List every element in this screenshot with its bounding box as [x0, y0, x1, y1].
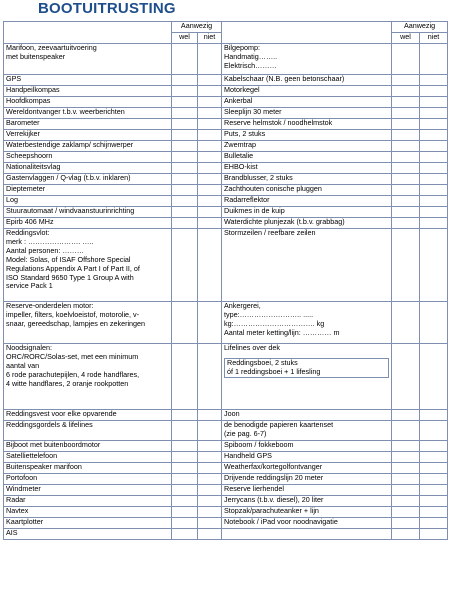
check-niet-right[interactable] — [420, 229, 448, 302]
check-wel-left[interactable] — [172, 344, 198, 410]
item-line: Zachthouten conische pluggen — [224, 184, 322, 193]
item-left — [4, 344, 172, 410]
table-row — [4, 529, 448, 540]
item-line: Gastenvlaggen / Q-vlag (t.b.v. inklaren) — [6, 173, 131, 182]
table-row — [4, 452, 448, 463]
check-niet-right[interactable] — [420, 196, 448, 207]
check-niet-left[interactable] — [198, 86, 222, 97]
item-left — [4, 86, 172, 97]
item-left — [4, 302, 172, 344]
check-niet-right[interactable] — [420, 421, 448, 441]
item-line: Stormzeilen / reefbare zeilen — [224, 228, 316, 237]
check-wel-left[interactable] — [172, 97, 198, 108]
check-wel-right[interactable] — [392, 463, 420, 474]
item-line: Regulations Appendix A Part I of Part II, of — [6, 263, 140, 273]
item-line: Log — [6, 195, 18, 204]
check-wel-left[interactable] — [172, 496, 198, 507]
check-wel-left[interactable] — [172, 207, 198, 218]
item-left — [4, 207, 172, 218]
check-niet-left[interactable] — [198, 75, 222, 86]
item-left — [4, 141, 172, 152]
table-row — [4, 75, 448, 86]
check-niet-right[interactable] — [420, 97, 448, 108]
item-line: AIS — [6, 528, 18, 537]
check-wel-left[interactable] — [172, 119, 198, 130]
check-wel-right[interactable] — [392, 97, 420, 108]
item-line: Puts, 2 stuks — [224, 129, 266, 138]
check-wel-right[interactable] — [392, 529, 420, 540]
spacer — [224, 353, 389, 357]
item-left — [4, 507, 172, 518]
check-niet-left[interactable] — [198, 44, 222, 75]
item-line: Bijboot met buitenboordmotor — [6, 440, 101, 449]
item-line: Portofoon — [6, 473, 38, 482]
table-row — [4, 410, 448, 421]
item-line: Radarreflektor — [224, 195, 270, 204]
check-wel-left[interactable] — [172, 441, 198, 452]
item-line: Motorkegel — [224, 85, 260, 94]
item-right — [222, 421, 392, 441]
table-row — [4, 44, 448, 75]
item-left — [4, 130, 172, 141]
item-right — [222, 474, 392, 485]
check-niet-right[interactable] — [420, 410, 448, 421]
item-right — [222, 496, 392, 507]
item-left — [4, 410, 172, 421]
check-niet-right[interactable] — [420, 44, 448, 75]
item-line: Duikmes in de kuip — [224, 206, 285, 215]
check-wel-right[interactable] — [392, 207, 420, 218]
item-line: Epirb 406 MHz — [6, 217, 54, 226]
check-niet-left[interactable] — [198, 207, 222, 218]
check-wel-right[interactable] — [392, 229, 420, 302]
equipment-checklist-table — [3, 21, 448, 540]
check-wel-left[interactable] — [172, 196, 198, 207]
check-wel-left[interactable] — [172, 141, 198, 152]
table-row — [4, 108, 448, 119]
item-right — [222, 108, 392, 119]
table-row — [4, 97, 448, 108]
item-right — [222, 218, 392, 229]
check-wel-right[interactable] — [392, 86, 420, 97]
item-right — [222, 174, 392, 185]
table-row — [4, 463, 448, 474]
item-line: Ankergerei, — [224, 301, 261, 310]
table-row — [4, 518, 448, 529]
checklist-body — [4, 22, 448, 540]
check-wel-left[interactable] — [172, 152, 198, 163]
item-right — [222, 410, 392, 421]
item-line: Reddingsboei, 2 stuks — [227, 357, 298, 367]
check-niet-left[interactable] — [198, 141, 222, 152]
check-wel-right[interactable] — [392, 196, 420, 207]
check-niet-right[interactable] — [420, 344, 448, 410]
header-yes-left: wel — [172, 33, 198, 44]
check-niet-right[interactable] — [420, 452, 448, 463]
item-line: Noodsignalen: — [6, 343, 52, 352]
item-line: Joon — [224, 409, 240, 418]
check-wel-right[interactable] — [392, 518, 420, 529]
check-wel-right[interactable] — [392, 141, 420, 152]
check-niet-right[interactable] — [420, 207, 448, 218]
item-line: Kaartplotter — [6, 517, 44, 526]
item-line: Windmeter — [6, 484, 41, 493]
item-line: met buitenspeaker — [6, 51, 66, 61]
item-right — [222, 441, 392, 452]
item-line: de benodigde papieren kaartenset — [224, 420, 334, 429]
header-no-left: niet — [198, 33, 222, 44]
item-left — [4, 421, 172, 441]
item-line: EHBO-kist — [224, 162, 258, 171]
check-wel-right[interactable] — [392, 119, 420, 130]
check-wel-left[interactable] — [172, 452, 198, 463]
item-line: Waterbestendige zaklamp/ schijnwerper — [6, 140, 134, 149]
check-niet-right[interactable] — [420, 474, 448, 485]
item-right — [222, 452, 392, 463]
table-row — [4, 174, 448, 185]
table-row — [4, 485, 448, 496]
check-niet-left[interactable] — [198, 163, 222, 174]
item-left — [4, 97, 172, 108]
check-wel-left[interactable] — [172, 474, 198, 485]
check-niet-right[interactable] — [420, 463, 448, 474]
check-niet-left[interactable] — [198, 496, 222, 507]
item-line: Model: Solas, of ISAF Offshore Special — [6, 254, 131, 264]
check-niet-left[interactable] — [198, 452, 222, 463]
check-niet-left[interactable] — [198, 441, 222, 452]
check-wel-left[interactable] — [172, 108, 198, 119]
item-left — [4, 474, 172, 485]
table-row — [4, 421, 448, 441]
item-left — [4, 485, 172, 496]
table-row — [4, 86, 448, 97]
item-left — [4, 152, 172, 163]
check-wel-left[interactable] — [172, 507, 198, 518]
item-line: Handheld GPS — [224, 451, 272, 460]
item-left — [4, 108, 172, 119]
check-wel-right[interactable] — [392, 44, 420, 75]
check-niet-right[interactable] — [420, 130, 448, 141]
check-niet-right[interactable] — [420, 86, 448, 97]
check-niet-left[interactable] — [198, 196, 222, 207]
item-line: Scheepshoorn — [6, 151, 53, 160]
check-wel-left[interactable] — [172, 218, 198, 229]
table-row — [4, 218, 448, 229]
item-right — [222, 119, 392, 130]
item-line: Zwemtrap — [224, 140, 256, 149]
check-wel-left[interactable] — [172, 163, 198, 174]
item-right — [222, 485, 392, 496]
check-wel-right[interactable] — [392, 441, 420, 452]
item-line: Reserve lierhendel — [224, 484, 284, 493]
check-wel-left[interactable] — [172, 485, 198, 496]
item-right — [222, 229, 392, 302]
item-right — [222, 163, 392, 174]
item-right — [222, 529, 392, 540]
header-row-present — [4, 22, 448, 33]
check-wel-right[interactable] — [392, 410, 420, 421]
item-left — [4, 463, 172, 474]
item-right — [222, 507, 392, 518]
item-line: óf 1 reddingsboei + 1 lifesling — [227, 366, 321, 376]
item-right — [222, 302, 392, 344]
item-left — [4, 174, 172, 185]
item-left — [4, 75, 172, 86]
table-row — [4, 141, 448, 152]
item-line: Barometer — [6, 118, 40, 127]
item-left — [4, 229, 172, 302]
item-line: Notebook / iPad voor noodnavigatie — [224, 517, 338, 526]
item-left — [4, 185, 172, 196]
check-niet-left[interactable] — [198, 97, 222, 108]
table-row — [4, 229, 448, 302]
check-wel-left[interactable] — [172, 302, 198, 344]
item-line: Bilgepomp: — [224, 43, 260, 52]
check-niet-left[interactable] — [198, 185, 222, 196]
item-line: Reddingsvest voor elke opvarende — [6, 409, 117, 418]
check-wel-right[interactable] — [392, 163, 420, 174]
item-right — [222, 86, 392, 97]
check-wel-left[interactable] — [172, 529, 198, 540]
check-wel-right[interactable] — [392, 108, 420, 119]
check-wel-right[interactable] — [392, 302, 420, 344]
table-row — [4, 474, 448, 485]
table-row — [4, 119, 448, 130]
item-line: Elektrisch……… — [224, 60, 277, 70]
table-row — [4, 130, 448, 141]
table-row — [4, 152, 448, 163]
check-niet-right[interactable] — [420, 163, 448, 174]
item-left — [4, 529, 172, 540]
table-row — [4, 196, 448, 207]
item-left — [4, 196, 172, 207]
item-right — [222, 463, 392, 474]
check-niet-right[interactable] — [420, 152, 448, 163]
item-line: Reserve-onderdelen motor: — [6, 301, 94, 310]
check-wel-left[interactable] — [172, 463, 198, 474]
check-wel-right[interactable] — [392, 496, 420, 507]
item-line: Jerrycans (t.b.v. diesel), 20 liter — [224, 495, 324, 504]
check-wel-left[interactable] — [172, 518, 198, 529]
check-wel-right[interactable] — [392, 174, 420, 185]
item-line: (zie pag. 6-7) — [224, 428, 267, 438]
check-niet-left[interactable] — [198, 485, 222, 496]
item-line: Radar — [6, 495, 26, 504]
check-niet-right[interactable] — [420, 302, 448, 344]
check-wel-right[interactable] — [392, 152, 420, 163]
item-left — [4, 218, 172, 229]
table-row — [4, 302, 448, 344]
item-line: Kabelschaar (N.B. geen betonschaar) — [224, 74, 345, 83]
check-wel-left[interactable] — [172, 130, 198, 141]
item-right — [222, 130, 392, 141]
item-line: 6 rode parachutepijlen, 4 rode handflares, — [6, 369, 140, 379]
item-line: Navtex — [6, 506, 29, 515]
header-present-left: Aanwezig — [172, 22, 222, 33]
check-niet-right[interactable] — [420, 108, 448, 119]
check-niet-right[interactable] — [420, 218, 448, 229]
item-line: Spiboom / fokkeboom — [224, 440, 294, 449]
check-niet-right[interactable] — [420, 529, 448, 540]
item-right — [222, 152, 392, 163]
check-niet-left[interactable] — [198, 421, 222, 441]
item-line: 4 witte handflares, 2 oranje rookpotten — [6, 378, 129, 388]
header-empty-right — [222, 22, 392, 44]
item-line: Drijvende reddingslijn 20 meter — [224, 473, 324, 482]
check-wel-right[interactable] — [392, 474, 420, 485]
item-line: Reddingsgordels & lifelines — [6, 420, 93, 429]
item-line: impeller, filters, koelvloeistof, motorolie, v- — [6, 309, 140, 319]
item-line: merk : …………………. ….. — [6, 236, 94, 246]
check-niet-left[interactable] — [198, 344, 222, 410]
check-niet-left[interactable] — [198, 119, 222, 130]
page-title: BOOTUITRUSTING — [38, 0, 176, 17]
check-niet-left[interactable] — [198, 302, 222, 344]
item-line: GPS — [6, 74, 22, 83]
check-niet-right[interactable] — [420, 75, 448, 86]
check-niet-right[interactable] — [420, 507, 448, 518]
check-wel-left[interactable] — [172, 44, 198, 75]
item-line: aantal van — [6, 360, 40, 370]
table-row — [4, 496, 448, 507]
check-niet-left[interactable] — [198, 474, 222, 485]
item-right — [222, 185, 392, 196]
item-line: Lifelines over dek — [224, 343, 280, 352]
item-line: Waterdichte plunjezak (t.b.v. grabbag) — [224, 217, 345, 226]
table-row — [4, 207, 448, 218]
check-niet-left[interactable] — [198, 507, 222, 518]
item-left — [4, 496, 172, 507]
check-niet-right[interactable] — [420, 141, 448, 152]
header-no-right: niet — [420, 33, 448, 44]
item-line: Stopzak/parachuteanker + lijn — [224, 506, 319, 515]
item-line: Wereldontvanger t.b.v. weerberichten — [6, 107, 125, 116]
check-niet-left[interactable] — [198, 518, 222, 529]
table-row — [4, 163, 448, 174]
table-row — [4, 344, 448, 410]
check-niet-right[interactable] — [420, 485, 448, 496]
item-line: Reserve helmstok / noodhelmstok — [224, 118, 333, 127]
check-wel-right[interactable] — [392, 452, 420, 463]
item-right — [222, 44, 392, 75]
check-wel-right[interactable] — [392, 218, 420, 229]
item-right — [222, 196, 392, 207]
check-niet-left[interactable] — [198, 410, 222, 421]
item-line: ORC/RORC/Solas-set, met een minimum — [6, 351, 139, 361]
item-right — [222, 518, 392, 529]
sub-item-box — [224, 358, 389, 378]
check-niet-right[interactable] — [420, 441, 448, 452]
check-niet-right[interactable] — [420, 119, 448, 130]
item-line: Buitenspeaker marifoon — [6, 462, 82, 471]
item-line: Weatherfax/kortegolfontvanger — [224, 462, 323, 471]
table-row — [4, 507, 448, 518]
check-wel-left[interactable] — [172, 174, 198, 185]
check-niet-right[interactable] — [420, 518, 448, 529]
item-line: Nationaliteitsvlag — [6, 162, 61, 171]
check-wel-right[interactable] — [392, 421, 420, 441]
check-niet-left[interactable] — [198, 152, 222, 163]
check-niet-left[interactable] — [198, 218, 222, 229]
check-wel-right[interactable] — [392, 344, 420, 410]
item-line: Hoofdkompas — [6, 96, 51, 105]
check-niet-left[interactable] — [198, 108, 222, 119]
check-wel-left[interactable] — [172, 229, 198, 302]
header-present-right: Aanwezig — [392, 22, 448, 33]
item-left — [4, 119, 172, 130]
item-line: Stuurautomaat / windvaanstuurinrichting — [6, 206, 135, 215]
item-left — [4, 518, 172, 529]
item-line: Handpeilkompas — [6, 85, 60, 94]
item-line: Aantal personen: ……… — [6, 245, 84, 255]
check-niet-right[interactable] — [420, 174, 448, 185]
check-wel-left[interactable] — [172, 185, 198, 196]
item-left — [4, 441, 172, 452]
item-line: Aantal meter ketting/lijn: ………… m — [224, 327, 340, 337]
check-niet-right[interactable] — [420, 185, 448, 196]
check-wel-right[interactable] — [392, 75, 420, 86]
item-line: Brandblusser, 2 stuks — [224, 173, 293, 182]
check-wel-left[interactable] — [172, 75, 198, 86]
item-line: Ankerbal — [224, 96, 253, 105]
item-line: Dieptemeter — [6, 184, 46, 193]
check-wel-left[interactable] — [172, 410, 198, 421]
header-yes-right: wel — [392, 33, 420, 44]
check-niet-left[interactable] — [198, 529, 222, 540]
check-wel-right[interactable] — [392, 507, 420, 518]
item-right — [222, 141, 392, 152]
item-line: kg:……………………………. kg — [224, 318, 325, 328]
item-line: ISO Standard 9650 Type 1 Group A with — [6, 272, 134, 282]
item-right — [222, 207, 392, 218]
check-niet-left[interactable] — [198, 130, 222, 141]
item-line: snaar, gereedschap, lampjes en zekeringen — [6, 318, 146, 328]
item-left — [4, 452, 172, 463]
item-line: Sleeplijn 30 meter — [224, 107, 282, 116]
check-wel-left[interactable] — [172, 86, 198, 97]
item-left — [4, 163, 172, 174]
table-row — [4, 441, 448, 452]
check-wel-right[interactable] — [392, 130, 420, 141]
check-niet-left[interactable] — [198, 229, 222, 302]
item-line: Handmatig…….. — [224, 51, 278, 61]
item-line: service Pack 1 — [6, 281, 53, 291]
check-niet-left[interactable] — [198, 463, 222, 474]
check-wel-right[interactable] — [392, 485, 420, 496]
item-line: Bulletalie — [224, 151, 254, 160]
check-niet-right[interactable] — [420, 496, 448, 507]
item-right — [222, 97, 392, 108]
item-right — [222, 75, 392, 86]
table-row — [4, 185, 448, 196]
check-wel-right[interactable] — [392, 185, 420, 196]
item-line: Satelliettelefoon — [6, 451, 58, 460]
item-line: type:…………………….. ..... — [224, 309, 314, 319]
item-line: Verrekijker — [6, 129, 40, 138]
check-wel-left[interactable] — [172, 421, 198, 441]
item-left — [4, 44, 172, 75]
item-line: Marifoon, zeevaartuitvoering — [6, 43, 97, 52]
item-line: Reddingsvlot: — [6, 228, 50, 237]
item-right — [222, 344, 392, 410]
check-niet-left[interactable] — [198, 174, 222, 185]
header-empty-left — [4, 22, 172, 44]
